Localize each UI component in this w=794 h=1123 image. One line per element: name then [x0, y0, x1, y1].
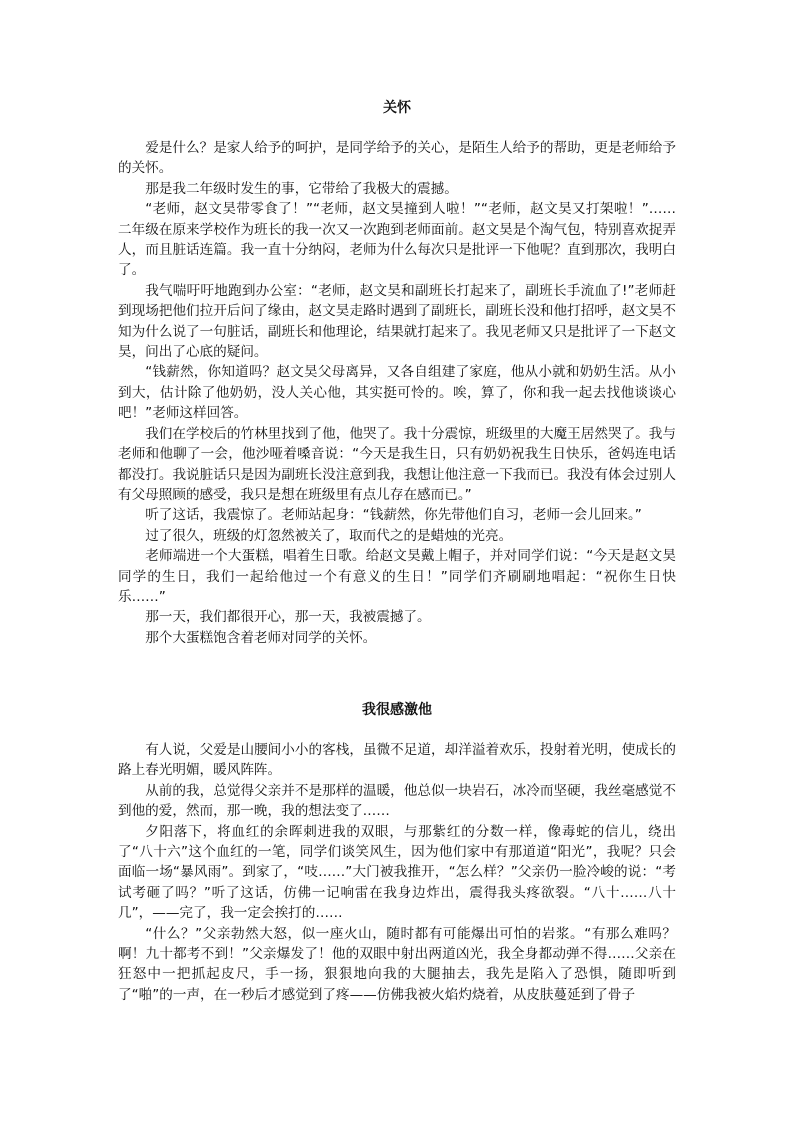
paragraph: 过了很久，班级的灯忽然被关了，取而代之的是蜡烛的光亮。: [145, 527, 513, 544]
paragraph: 那是我二年级时发生的事，它带给了我极大的震撼。: [145, 180, 458, 197]
paragraph: 有人说，父爱是山腰间小小的客栈，虽微不足道，却洋溢着欢乐，投射着光明，使成长的路上春光明媚，暖风阵阵。: [118, 742, 676, 779]
paragraph: 那一天，我们都很开心，那一天，我被震撼了。: [145, 609, 431, 626]
paragraph: 听了这话，我震惊了。老师站起身：“钱薪然，你先带他们自习，老师一会儿回来。”: [145, 507, 642, 524]
essay-title: 关怀: [383, 100, 411, 116]
paragraph: 夕阳落下，将血红的余晖刺进我的双眼，与那紫红的分数一样，像毒蛇的信儿，绕出了“八十六”这个血红的一笔，同学们谈笑风生，因为他们家中有那道道“阳光”，我呢？只会面临一场“暴风雨”。到家了，“吱……”大门被我推开，“怎么样？”父亲仍一脸冷峻的说：“考试考砸了吗？”听了这话，仿佛一记响雷在我身边炸出，震得我头疼欲裂。“八十……八十几”，——完了，我一定会挨打的……: [118, 823, 676, 922]
paragraph: 从前的我，总觉得父亲并不是那样的温暖，他总似一块岩石，冰冷而坚硬，我丝毫感觉不到他的爱，然而，那一晚，我的想法变了……: [118, 782, 676, 820]
paragraph: 我气喘吁吁地跑到办公室：“老师，赵文昊和副班长打起来了，副班长手流血了!”老师赶到现场把他们拉开后问了缘由，赵文昊走路时遇到了副班长，副班长没和他打招呼，赵文昊不知为什么说了一句脏话，副班长和他理论，结果就打起来了。我见老师又只是批评了一下赵文昊，问出了心底的疑问。: [118, 282, 676, 361]
paragraph: 我们在学校后的竹林里找到了他，他哭了。我十分震惊，班级里的大魔王居然哭了。我与老师和他聊了一会，他沙哑着嗓音说：“今天是我生日，只有奶奶祝我生日快乐，爸妈连电话都没打。我说脏话只是因为副班长没注意到我，我想让他注意一下我而已。我没有体会过别人有父母照顾的感受，我只是想在班级里有点儿存在感而已。”: [118, 425, 676, 503]
paragraph: “钱薪然，你知道吗？赵文昊父母离异，又各自组建了家庭，他从小就和奶奶生活。从小到大，估计除了他奶奶，没人关心他，其实挺可怜的。唉，算了，你和我一起去找他谈谈心吧！”老师这样回答。: [118, 364, 676, 422]
essay-caring: [118, 98, 676, 648]
paragraph: “什么？”父亲勃然大怒，似一座火山，随时都有可能爆出可怕的岩浆。“有那么难吗？啊！九十都考不到！”父亲爆发了！他的双眼中射出两道凶光，我全身都动弹不得……父亲在狂怒中一把抓起皮尺，手一扬，狠狠地向我的大腿抽去，我先是陷入了恐惧，随即听到了“啪”的一声，在一秒后才感觉到了疼——仿佛我被火焰灼烧着，从皮肤蔓延到了骨子: [118, 925, 676, 1003]
paragraph: 老师端进一个大蛋糕，唱着生日歌。给赵文昊戴上帽子，并对同学们说：“今天是赵文昊同学的生日，我们一起给他过一个有意义的生日！”同学们齐刷刷地唱起：“祝你生日快乐……”: [118, 548, 676, 605]
paragraph: “老师，赵文昊带零食了！”“老师，赵文昊撞到人啦！”“老师，赵文昊又打架啦！”……二年级在原来学校作为班长的我一次又一次跑到老师面前。赵文昊是个淘气包，特别喜欢捉弄人，而且脏话连篇。我一直十分纳闷，老师为什么每次只是批评一下他呢？直到那次，我明白了。: [118, 201, 676, 279]
essay-grateful: [118, 700, 676, 1005]
paragraph: 那个大蛋糕饱含着老师对同学的关怀。: [145, 629, 377, 646]
essay-title: 我很感激他: [362, 702, 432, 718]
paragraph: 爱是什么？是家人给予的呵护，是同学给予的关心，是陌生人给予的帮助，更是老师给予的关怀。: [118, 140, 676, 177]
